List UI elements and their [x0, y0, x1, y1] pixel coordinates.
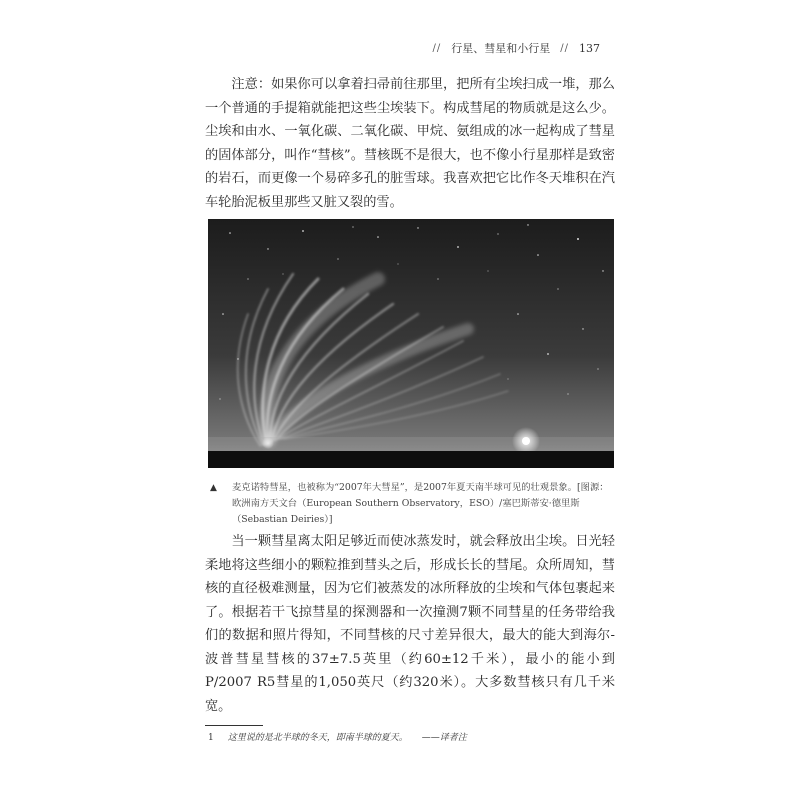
caption-triangle-icon: ▲: [210, 483, 217, 493]
footnote-translator-note: ——译者注: [421, 733, 467, 743]
running-header: [430, 38, 600, 58]
caption-text: 麦克诺特彗星，也被称为“2007年大彗星”，是2007年夏天南半球可见的壮观景象。[图源：欧洲南方天文台（European Southern Observatory，ESO）/塞巴斯蒂安·德里斯（Sebastian Deiries）]: [232, 482, 609, 525]
header-section-title: 行星、彗星和小行星: [451, 42, 551, 55]
body-paragraph-1: 注意：如果你可以拿着扫帚前往那里，把所有尘埃扫成一堆，那么一个普通的手提箱就能把这些尘埃装下。构成彗尾的物质就是这么少。尘埃和由水、一氧化碳、二氧化碳、甲烷、氨组成的冰一起构成了彗星的固体部分，叫作“彗核”。彗核既不是很大，也不像小行星那样是致密的岩石，而更像一个易碎多孔的脏雪球。我喜欢把它比作冬天堆积在汽车轮胎泥板里那些又脏又裂的雪。: [205, 77, 615, 210]
sun: [522, 437, 530, 445]
footnote-number: 1: [208, 733, 214, 743]
page-number: 137: [579, 41, 600, 55]
header-separator-left: //: [432, 42, 442, 54]
ground: [208, 451, 614, 468]
figure-caption: [210, 480, 615, 528]
comet-illustration: [208, 219, 614, 468]
footnote-rule: [205, 725, 263, 726]
footnote-text: 这里说的是北半球的冬天，即南半球的夏天。: [227, 733, 408, 743]
footnote: [208, 731, 608, 745]
comet-photo: [208, 219, 614, 468]
horizon-haze: [208, 437, 614, 451]
body-paragraph-2: 当一颗彗星离太阳足够近而使冰蒸发时，就会释放出尘埃。日光轻柔地将这些细小的颗粒推到彗头之后，形成长长的彗尾。众所周知，彗核的直径极难测量，因为它们被蒸发的冰所释放的尘埃和气体包裹起来了。根据若干飞掠彗星的探测器和一次撞测7颗不同彗星的任务带给我们的数据和照片得知，不同彗核的尺寸差异很大，最大的能大到海尔-波普彗星彗核的37±7.5英里（约60±12千米），最小的能小到P/2007 R5彗星的1,050英尺（约320米）。大多数彗核只有几千米宽。: [205, 534, 615, 714]
header-separator-right: //: [560, 42, 569, 54]
